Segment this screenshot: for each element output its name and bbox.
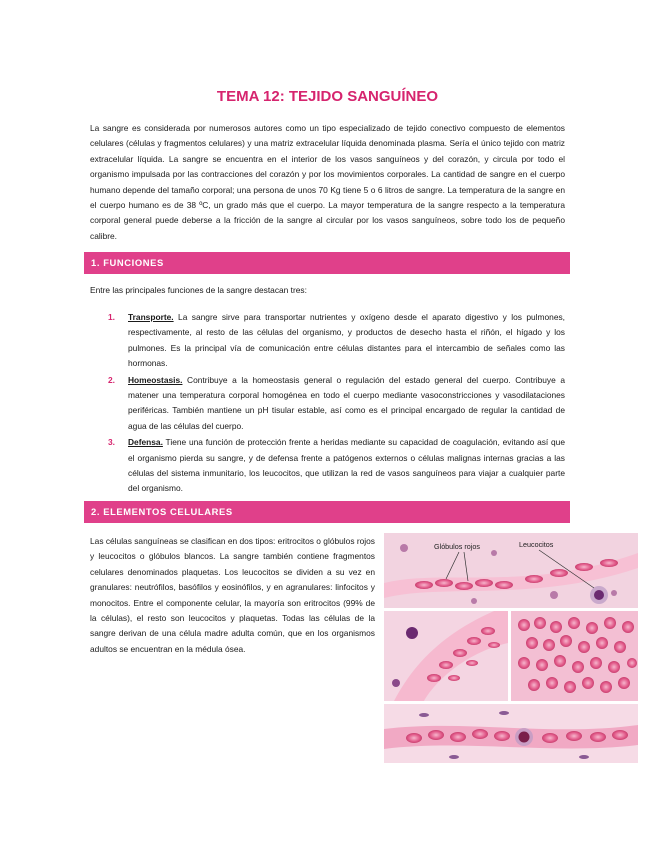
label-leucocitos: Leucocitos (519, 540, 554, 549)
micrograph-panel-top (384, 533, 638, 608)
function-description: La sangre sirve para transportar nutrientes y oxígeno desde el aparato digestivo y los pulmones, respectivamente, al resto de las células del organismo, y productos de desecho hasta el riñón, el hígado y los pulmones. Es la principal vía de comunicación entre células distantes para el intercambio de señales como las hormonas. (128, 312, 565, 369)
function-name: Homeostasis. (128, 374, 183, 385)
funciones-list (108, 310, 565, 498)
micrograph-panel-bottom (384, 704, 638, 763)
micrograph-panel-right (511, 611, 638, 701)
section-heading-elementos: 2. ELEMENTOS CELULARES (84, 501, 570, 523)
list-item (108, 373, 565, 435)
function-name: Transporte. (128, 312, 174, 322)
micrograph-image (384, 533, 638, 763)
function-description: Tiene una función de protección frente a heridas mediante su capacidad de coagulación, evitando así que el organismo pierda su sangre, y de defensa frente a patógenos externos o células malignas internas gracias a las células del sistema inmunitario, los leucocitos, que utilizan la red de vasos sanguíneos para viajar a cualquier parte del organismo. (128, 437, 565, 494)
page-title: TEMA 12: TEJIDO SANGUÍNEO (216, 88, 439, 105)
blood-micrograph-figure (384, 533, 638, 763)
function-description: Contribuye a la homeostasis general o regulación del estado general del cuerpo. Contribuye a matener una temperatura corporal homogénea en todo el cuerpo mediante vasoconstricciones y vasodilataciones periféricas. También mantiene un pH tisular estable, así como es el principal encargado de regular la cantidad de agua de las células del cuerpo. (128, 374, 565, 431)
list-number: 3. (108, 437, 115, 448)
list-number: 2. (108, 374, 115, 385)
label-globulos-rojos: Glóbulos rojos (434, 542, 480, 551)
list-item (108, 310, 565, 372)
funciones-lead: Entre las principales funciones de la sangre destacan tres: (90, 285, 307, 295)
function-name: Defensa. (128, 437, 163, 448)
micrograph-panel-left (384, 611, 508, 701)
elementos-paragraph: Las células sanguíneas se clasifican en dos tipos: eritrocitos o glóbulos rojos y leucocitos o glóbulos blancos. La sangre también contiene fragmentos celulares denominados plaquetas. Los leucocitos se dividen a su vez en granulares: neutrófilos, basófilos y eosinófilos, y en agranulares: linfocitos y monocitos. Entre el componente celular, la mayoría son eritrocitos (99% de la células), el resto son leucocitos y plaquetas. Todas las células de la sangre derivan de una célula madre adulta común, que en los organismos adultos se encuentran en la médula ósea. (90, 536, 375, 654)
list-number: 1. (108, 312, 115, 322)
list-item (108, 435, 565, 497)
intro-paragraph: La sangre es considerada por numerosos autores como un tipo especializado de tejido conectivo compuesto de elementos celulares (células y fragmentos celulares) y una matriz extracelular líquida denominada plasma. Sería el único tejido con matriz extracelular líquida. La sangre se encuentra en el interior de los vasos sanguíneos y del corazón, y circula por todo el organismo impulsada por las contracciones del corazón y por los movimientos corporales. La cantidad de sangre en el cuerpo humano depende del tamaño corporal; una persona de unos 70 Kg tiene 5 o 6 litros de sangre. La temperatura de la sangre en el cuerpo humano es de 38 ºC, un grado más que el cuerpo. La mayor temperatura de la sangre respecto a la temperatura corporal general puede deberse a la fricción de la sangre al circular por los vasos sanguíneos, sobre todo los de pequeño calibre. (90, 123, 565, 241)
section-heading-funciones: 1. FUNCIONES (84, 252, 570, 274)
